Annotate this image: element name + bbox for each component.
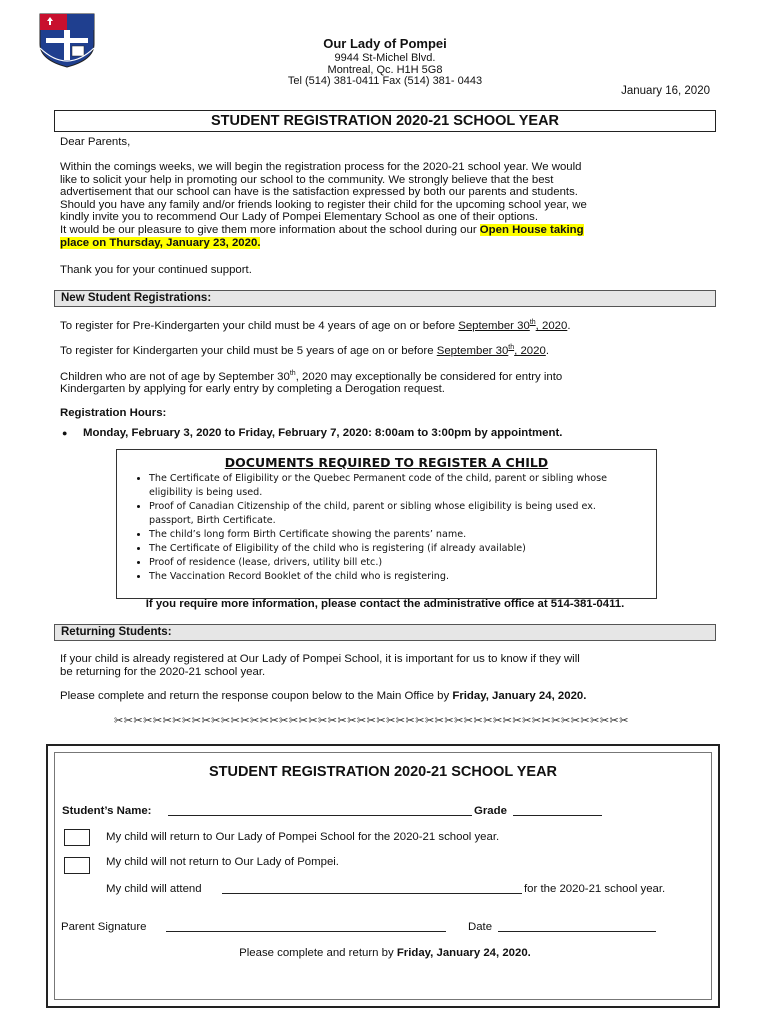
prek-requirement: To register for Pre-Kindergarten your child must be 4 years of age on or before September 30th, 2020. xyxy=(60,319,571,332)
open-house-highlight-2: place on Thursday, January 23, 2020. xyxy=(60,236,261,249)
response-coupon xyxy=(46,744,720,1008)
registration-hours-value: Monday, February 3, 2020 to Friday, February 7, 2020: 8:00am to 3:00pm by appointment. xyxy=(83,427,563,439)
grade-field[interactable] xyxy=(513,804,602,816)
k-requirement: To register for Kindergarten your child must be 5 years of age on or before September 30th, 2020. xyxy=(60,344,549,357)
coupon-footer: Please complete and return by Friday, January 24, 2020. xyxy=(239,947,531,959)
page-title: STUDENT REGISTRATION 2020-21 SCHOOL YEAR xyxy=(54,110,716,132)
thanks-text: Thank you for your continued support. xyxy=(60,264,252,276)
school-name: Our Lady of Pompei xyxy=(323,36,447,51)
document-item: • Proof of Canadian Citizenship of the child, parent or sibling whose eligibility is being used ex. passport, Birth Certificate. xyxy=(149,500,639,528)
document-item: • The Vaccination Record Booklet of the child who is registering. xyxy=(149,570,639,584)
new-registrations-heading: New Student Registrations: xyxy=(54,290,716,307)
open-house-highlight-1: Open House taking xyxy=(479,223,584,236)
bullet-icon: ● xyxy=(62,428,68,438)
address-line-1: 9944 St-Michel Blvd. xyxy=(334,52,436,64)
student-name-label: Student’s Name: xyxy=(62,805,152,817)
returning-paragraph: If your child is already registered at Our Lady of Pompei School, it is important for us to know if they will be returning for the 2020-21 school year. xyxy=(60,653,580,678)
intro-line: kindly invite you to recommend Our Lady of Pompei Elementary School as one of their options. xyxy=(60,211,539,224)
coupon-title: STUDENT REGISTRATION 2020-21 SCHOOL YEAR xyxy=(208,764,558,780)
documents-list xyxy=(129,472,639,584)
intro-line: like to solicit your help in promoting our school to the community. We strongly believe that the best xyxy=(60,173,554,186)
intro-line: advertisement that our school can have is the satisfaction expressed by both our parents and students. xyxy=(60,186,578,199)
document-item: • Proof of residence (lease, drivers, utility bill etc.) xyxy=(149,556,639,570)
date-label: Date xyxy=(468,921,493,933)
coupon-inner-border xyxy=(54,752,712,1000)
option-return-label: My child will return to Our Lady of Pompei School for the 2020-21 school year. xyxy=(106,831,500,843)
attend-label: My child will attend xyxy=(106,883,202,895)
open-house-intro: It would be our pleasure to give them more information about the school during our xyxy=(60,223,480,236)
document-item: • The Certificate of Eligibility or the Quebec Permanent code of the child, parent or sibling whose eligibility is being used. xyxy=(149,472,639,500)
documents-required-box xyxy=(116,449,657,599)
address-line-2: Montreal, Qc. H1H 5G8 xyxy=(327,64,443,76)
scissors-cut-line: ✂✂✂✂✂✂✂✂✂✂✂✂✂✂✂✂✂✂✂✂✂✂✂✂✂✂✂✂✂✂✂✂✂✂✂✂✂✂✂✂✂✂✂✂✂✂✂✂✂✂✂✂✂ xyxy=(114,715,629,727)
document-item: • The Certificate of Eligibility of the child who is registering (if already available) xyxy=(149,542,639,556)
intro-line: Within the comings weeks, we will begin the registration process for the 2020-21 school year. We would xyxy=(60,161,582,173)
salutation: Dear Parents, xyxy=(60,136,131,148)
parent-signature-field[interactable] xyxy=(166,920,446,932)
not-return-checkbox[interactable] xyxy=(64,857,90,874)
phone-fax: Tel (514) 381-0411 Fax (514) 381- 0443 xyxy=(287,75,483,87)
returning-students-heading: Returning Students: xyxy=(54,624,716,641)
student-name-field[interactable] xyxy=(168,804,472,816)
return-deadline: Please complete and return the response coupon below to the Main Office by Friday, January 24, 2020. xyxy=(60,690,587,702)
documents-title: DOCUMENTS REQUIRED TO REGISTER A CHILD xyxy=(224,455,549,470)
registration-hours-label: Registration Hours: xyxy=(60,407,167,419)
derogation-text: Children who are not of age by September 30th, 2020 may exceptionally be considered for entry into Kindergarten by applying for early entry by completing a Derogation request. xyxy=(60,370,563,396)
grade-label: Grade xyxy=(474,805,507,817)
option-not-return-label: My child will not return to Our Lady of Pompei. xyxy=(106,856,339,868)
return-checkbox[interactable] xyxy=(64,829,90,846)
contact-info: If you require more information, please contact the administrative office at 514-381-0411. xyxy=(145,598,625,610)
date-field[interactable] xyxy=(498,920,656,932)
intro-line: Should you have any family and/or friends looking to register their child for the upcoming school year, we xyxy=(60,198,587,211)
letter-date: January 16, 2020 xyxy=(621,85,710,97)
intro-paragraph xyxy=(60,161,710,249)
parent-signature-label: Parent Signature xyxy=(61,921,147,933)
attend-label-suffix: for the 2020-21 school year. xyxy=(524,883,666,895)
attend-school-field[interactable] xyxy=(222,882,522,894)
document-item: • The child’s long form Birth Certificate showing the parents’ name. xyxy=(149,528,639,542)
